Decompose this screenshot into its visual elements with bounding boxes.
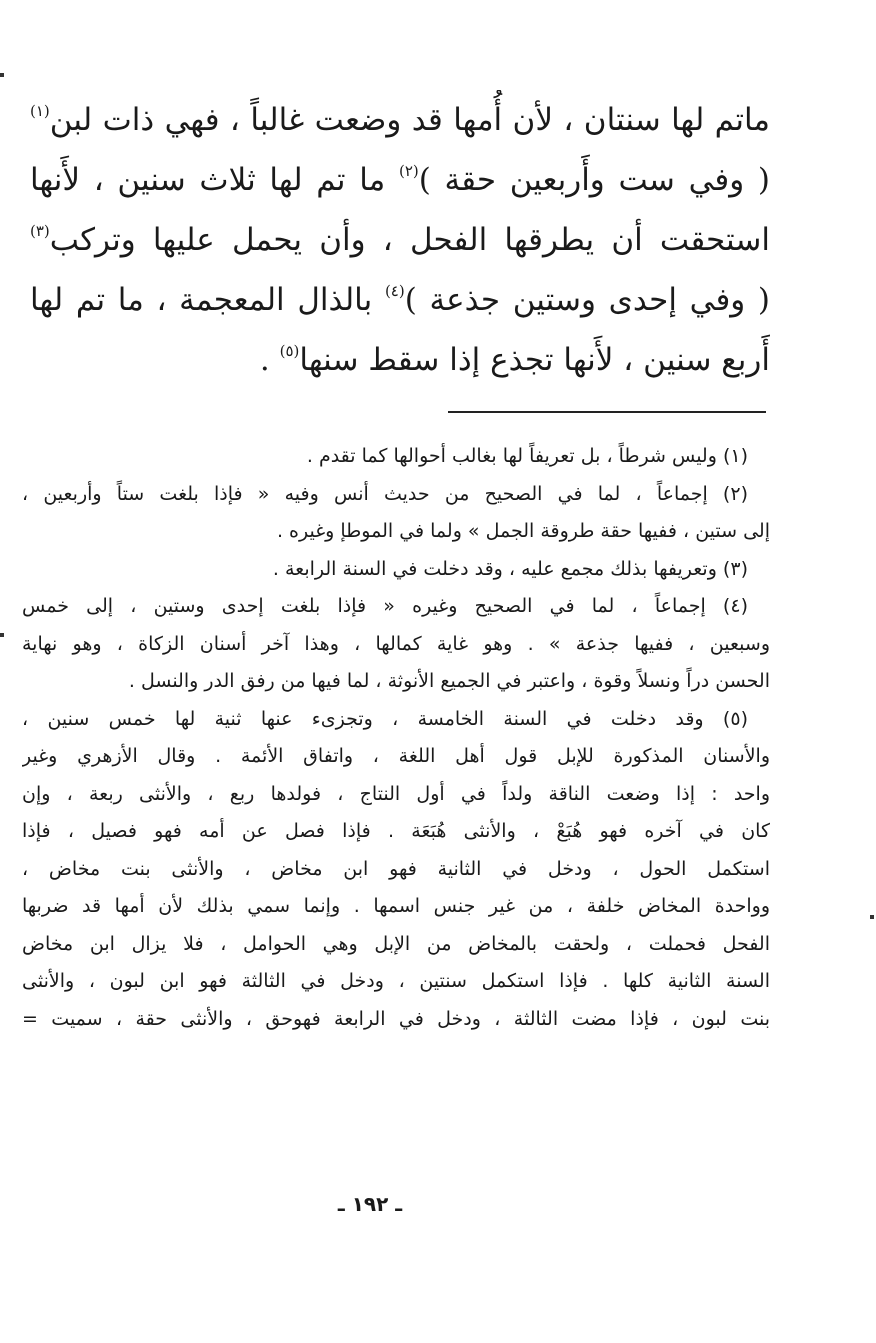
line-text: . — [259, 342, 280, 378]
footnote-line: (٣) وتعريفها بذلك مجمع عليه ، وقد دخلت في السنة الرابعة . — [272, 557, 748, 580]
footnote-marker: (٤) — [384, 282, 405, 300]
main-text-line — [30, 270, 770, 330]
main-text-line — [30, 150, 770, 210]
footnote-line: وواحدة المخاض خلفة ، من غير جنس اسمها . وإنما سمي بذلك لأن أمها قد ضربها — [22, 895, 770, 917]
footnote-line: بنت لبون ، فإذا مضت الثالثة ، ودخل في الرابعة فهوحق ، والأنثى حقة ، سميت = — [22, 1007, 770, 1030]
footnote-line: الحسن دراً ونسلاً وقوة ، واعتبر في الجميع الأنوثة ، لما فيها من رفق الدر والنسل . — [128, 670, 770, 692]
line-text: ما تم لها ثلاث سنين ، لأَنها — [30, 162, 399, 198]
line-text: استحقت أن يطرقها الفحل ، وأن يحمل عليها وتركب — [49, 222, 770, 258]
footnote-line: كان في آخره فهو هُبَعْ ، والأنثى هُبَعَة . فإذا فصل عن أمه فهو فصيل ، فإذا — [22, 820, 770, 842]
footnote-marker: (١) — [30, 102, 50, 120]
footnote-line: والأسنان المذكورة للإبل قول أهل اللغة ، واتفاق الأئمة . وقال الأزهري وغير — [22, 745, 770, 767]
footnote-line: استكمل الحول ، ودخل في الثانية فهو ابن مخاض ، والأنثى بنت مخاض ، — [22, 857, 770, 880]
main-text-line — [30, 90, 770, 150]
scan-edge-mark — [0, 633, 4, 637]
footnote-line: السنة الثانية كلها . فإذا استكمل سنتين ، ودخل في الثالثة فهو ابن لبون ، والأنثى — [22, 970, 770, 992]
page-number: ـ ١٩٢ ـ — [337, 1192, 403, 1216]
line-text: ( وفي ست وأَربعين حقة ) — [418, 162, 770, 198]
footnote-separator — [448, 411, 766, 413]
footnote-line: (٢) إجماعاً ، لما في الصحيح من حديث أنس وفيه « فإذا بلغت ستاً وأربعين ، — [22, 482, 748, 505]
line-text: ( وفي إحدى وستين جذعة ) — [404, 282, 770, 318]
scan-edge-mark — [870, 915, 874, 919]
main-text — [30, 90, 770, 390]
main-text-line — [30, 330, 770, 390]
footnote-line: إلى ستين ، ففيها حقة طروقة الجمل » ولما في الموطإ وغيره . — [276, 520, 770, 542]
footnote-line: (٤) إجماعاً ، لما في الصحيح وغيره « فإذا بلغت إحدى وستين ، إلى خمس — [22, 595, 748, 617]
footnote-marker: (٢) — [398, 162, 419, 180]
scan-edge-mark — [0, 73, 4, 77]
line-text: بالذال المعجمة ، ما تم لها — [30, 282, 385, 318]
footnote-line: واحد : إذا وضعت الناقة ولداً في أول النتاج ، فولدها ربع ، والأنثى ربعة ، وإن — [22, 782, 770, 805]
line-text: ماتم لها سنتان ، لأن أُمها قد وضعت غالباً ، فهي ذات لبن — [49, 102, 770, 138]
main-text-line — [30, 210, 770, 270]
footnotes — [22, 438, 770, 1038]
footnote-line: الفحل فحملت ، ولحقت بالمخاض من الإبل وهي الحوامل ، فلا يزال ابن مخاض — [22, 932, 770, 955]
footnote-line: (١) وليس شرطاً ، بل تعريفاً لها بغالب أحوالها كما تقدم . — [306, 445, 748, 467]
footnote-line: (٥) وقد دخلت في السنة الخامسة ، وتجزىء عنها ثنية لها خمس سنين ، — [22, 707, 748, 730]
footnote-marker: (٣) — [30, 222, 50, 240]
footnote-marker: (٥) — [279, 342, 300, 360]
footnote-line: وسبعين ، ففيها جذعة » . وهو غاية كمالها ، وهذا آخر أسنان الزكاة ، وهو نهاية — [22, 632, 770, 655]
line-text: أَربع سنين ، لأَنها تجذع إذا سقط سنها — [299, 342, 770, 378]
